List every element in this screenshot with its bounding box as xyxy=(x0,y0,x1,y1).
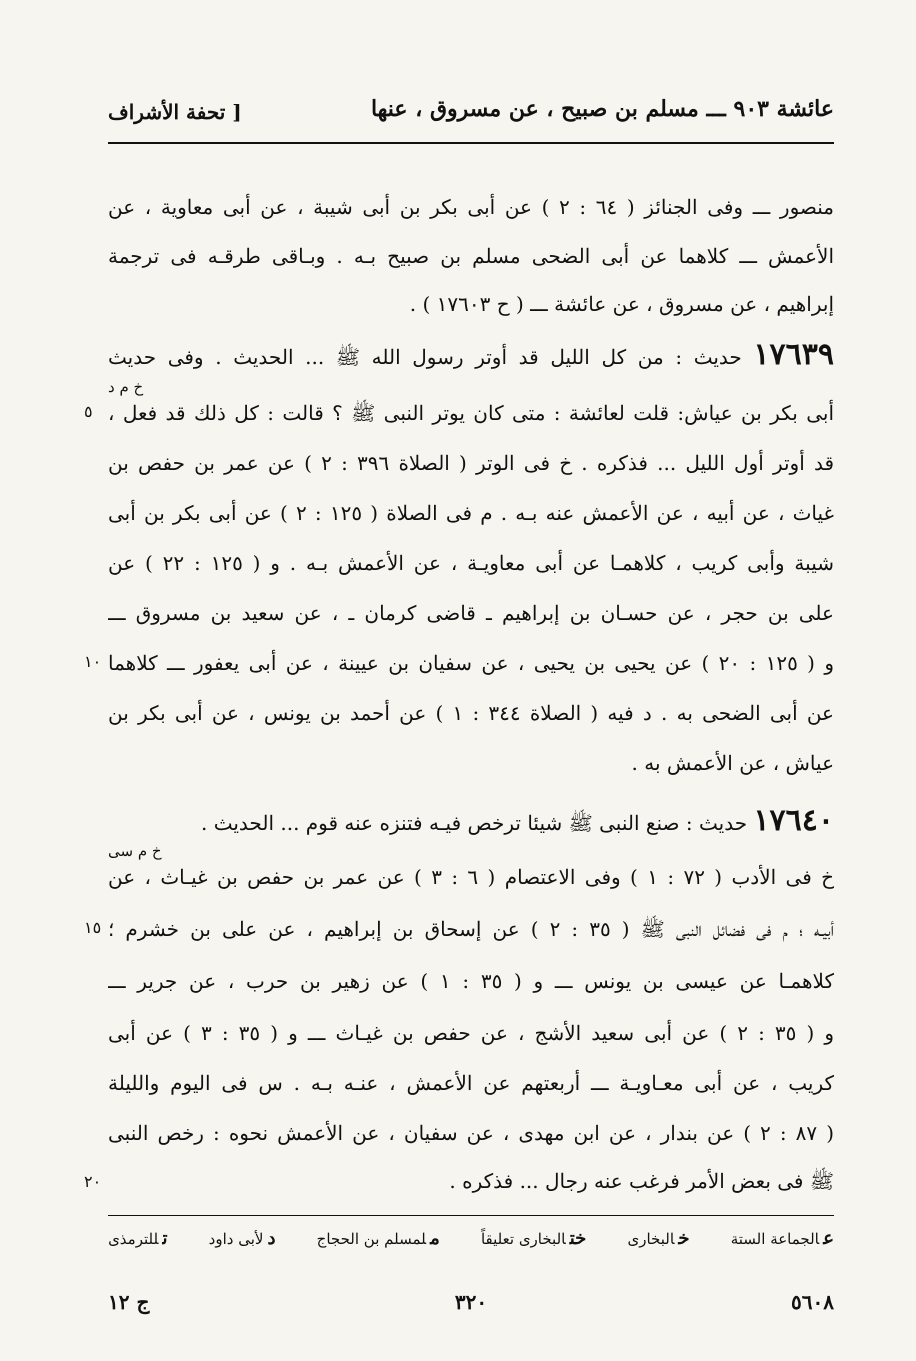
hadith-text: حديث : من كل الليل قد أوتر رسول الله ﷺ ... الحديث . وفى حديث xyxy=(108,345,742,369)
legend-symbol: خ xyxy=(678,1228,690,1249)
hadith-first-line xyxy=(108,806,834,838)
text-line: أبى بكر بن عياش: قلت لعائشة : متى كان يوتر النبى ﷺ ؟ قالت : كل ذلك قد فعل ، xyxy=(108,401,834,425)
hadith-first-line xyxy=(108,340,834,372)
line-number: ٥ xyxy=(84,402,93,421)
text-line: إبراهيم ، عن مسروق ، عن عائشة ـــ ( ح ١٧٦٠٣ ) . xyxy=(409,292,834,316)
header-title: عائشة ٩٠٣ ـــ مسلم بن صبيح ، عن مسروق ، عنها xyxy=(370,96,834,122)
legend-symbol: م xyxy=(430,1228,440,1249)
legend-text: لأبى داود xyxy=(208,1230,264,1248)
text-line: أبيـه ؛ م فى فضائل النبى ﷺ ( ٣٥ : ٢ ) عن إسحاق بن إبراهيم ، عن على بن خشرم ؛ xyxy=(108,917,834,941)
legend-item xyxy=(627,1228,689,1260)
text-line: عن أبى الضحى به . د فيه ( الصلاة ٣٤٤ : ١ ) عن أحمد بن يونس ، عن أبى بكر بن xyxy=(108,701,834,725)
hadith-number: ١٧٦٤٠ xyxy=(753,806,834,838)
legend-item xyxy=(731,1228,834,1260)
legend-text: البخارى تعليقاً xyxy=(480,1230,566,1248)
serial-number: ٥٦٠٨ xyxy=(791,1290,834,1314)
text-line: كلاهمـا عن عيسى بن يونس ـــ و ( ٣٥ : ١ ) عن زهير بن حرب ، عن جرير ـــ xyxy=(108,969,834,993)
text-line: ﷺ فى بعض الأمر فرغب عنه رجال ... فذكره . xyxy=(449,1169,834,1193)
running-header xyxy=(108,92,834,132)
text-line: كريب ، عن أبى معـاويـة ـــ أربعتهم عن الأعمش ، عنـه بـه . س فى اليوم والليلة xyxy=(108,1071,834,1095)
legend-item xyxy=(108,1228,167,1260)
text-line: ( ٨٧ : ٢ ) عن بندار ، عن ابن مهدى ، عن سفيان ، عن الأعمش نحوه : رخص النبى xyxy=(108,1121,834,1145)
legend-text: للترمذى xyxy=(108,1230,159,1248)
legend-symbol: د xyxy=(267,1228,276,1249)
page-number: ٣٢٠ xyxy=(454,1290,488,1314)
text-line: عياش ، عن الأعمش به . xyxy=(631,751,834,775)
text-line: و ( ٣٥ : ٢ ) عن أبى سعيد الأشج ، عن حفص بن غيـاث ـــ و ( ٣٥ : ٣ ) عن أبى xyxy=(108,1021,834,1045)
legend-item xyxy=(209,1228,276,1260)
sigla-legend xyxy=(108,1228,834,1260)
legend-text: البخارى xyxy=(627,1230,675,1248)
footnote-rule xyxy=(108,1215,834,1216)
line-number: ١٥ xyxy=(84,918,102,937)
legend-symbol: ت xyxy=(162,1228,168,1249)
sigla-label: خ م سى xyxy=(108,842,162,860)
header-book-title: [ تحفة الأشراف xyxy=(108,100,242,124)
legend-item xyxy=(317,1228,440,1260)
legend-symbol: خت xyxy=(569,1228,587,1249)
text-line: و ( ١٢٥ : ٢٠ ) عن يحيى بن يحيى ، عن سفيان بن عيينة ، عن أبى يعفور ـــ كلاهما xyxy=(108,651,834,675)
text-line: خ فى الأدب ( ٧٢ : ١ ) وفى الاعتصام ( ٦ : ٣ ) عن عمر بن حفص بن غيـاث ، عن xyxy=(108,865,834,889)
header-rule xyxy=(108,142,834,144)
text-line: قد أوتر أول الليل ... فذكره . خ فى الوتر ( الصلاة ٣٩٦ : ٢ ) عن عمر بن حفص بن xyxy=(108,451,834,475)
text-line: الأعمش ـــ كلاهما عن أبى الضحى مسلم بن صبيح بـه . وبـاقى طرقـه فى ترجمة xyxy=(108,244,834,268)
volume-number: ج ١٢ xyxy=(108,1290,150,1314)
legend-text: لمسلم بن الحجاج xyxy=(316,1230,427,1248)
page-footer xyxy=(108,1290,834,1326)
line-number: ١٠ xyxy=(84,652,102,671)
legend-text: الجماعة الستة xyxy=(730,1230,820,1248)
hadith-number: ١٧٦٣٩ xyxy=(753,340,834,372)
text-line: على بن حجر ، عن حسـان بن إبراهيم ـ قاضى كرمان ـ ، عن سعيد بن مسروق ـــ xyxy=(108,601,834,625)
line-number: ٢٠ xyxy=(84,1172,102,1191)
text-line: شيبة وأبى كريب ، كلاهمـا عن أبى معاويـة ، عن الأعمش بـه . و ( ١٢٥ : ٢٢ ) عن xyxy=(108,551,834,575)
hadith-text: حديث : صنع النبى ﷺ شيئا ترخص فيـه فتنزه عنه قوم ... الحديث . xyxy=(201,811,748,835)
text-line: منصور ـــ وفى الجنائز ( ٦٤ : ٢ ) عن أبى بكر بن أبى شيبة ، عن أبى معاوية ، عن xyxy=(108,195,834,219)
legend-symbol: ع xyxy=(823,1228,834,1249)
text-line: غياث ، عن أبيه ، عن الأعمش عنه بـه . م فى الصلاة ( ١٢٥ : ٢ ) عن أبى بكر بن أبى xyxy=(108,501,834,525)
legend-item xyxy=(481,1228,586,1260)
sigla-label: خ م د xyxy=(108,378,144,396)
